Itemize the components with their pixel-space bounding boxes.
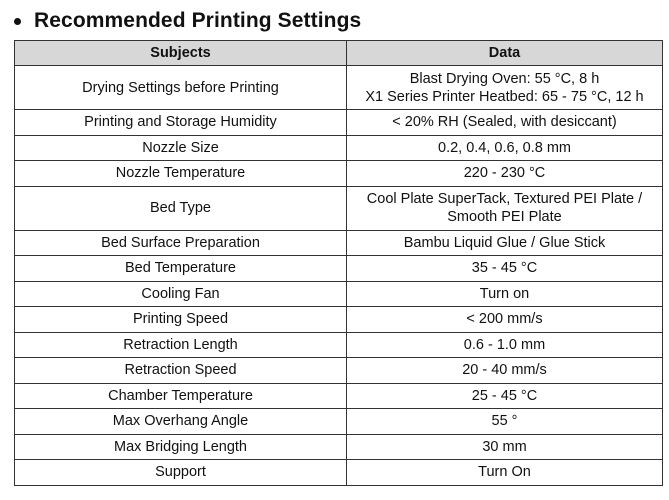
subject-cell: Support (15, 460, 347, 486)
subject-cell: Max Overhang Angle (15, 409, 347, 435)
data-cell: 20 - 40 mm/s (347, 358, 663, 384)
data-cell: 0.6 - 1.0 mm (347, 332, 663, 358)
table-row (15, 110, 663, 136)
data-cell: 55 ° (347, 409, 663, 435)
data-cell: < 20% RH (Sealed, with desiccant) (347, 110, 663, 136)
data-cell: 35 - 45 °C (347, 256, 663, 282)
table-row (15, 230, 663, 256)
data-cell: 25 - 45 °C (347, 383, 663, 409)
subject-cell: Printing Speed (15, 307, 347, 333)
section-heading (14, 6, 361, 36)
section-title: Recommended Printing Settings (34, 9, 362, 32)
table-row (15, 434, 663, 460)
subject-cell: Retraction Length (15, 332, 347, 358)
subject-cell: Drying Settings before Printing (15, 66, 347, 110)
header-data: Data (347, 41, 663, 66)
table-row (15, 66, 663, 110)
data-cell (347, 66, 663, 110)
data-cell: Bambu Liquid Glue / Glue Stick (347, 230, 663, 256)
bullet-icon (14, 18, 21, 25)
data-cell: Turn On (347, 460, 663, 486)
data-line: X1 Series Printer Heatbed: 65 - 75 °C, 12 h (365, 88, 644, 105)
subject-cell: Nozzle Temperature (15, 161, 347, 187)
data-line: Smooth PEI Plate (447, 209, 562, 225)
table-row (15, 256, 663, 282)
table-row (15, 409, 663, 435)
data-cell: 0.2, 0.4, 0.6, 0.8 mm (347, 135, 663, 161)
data-line: Blast Drying Oven: 55 °C, 8 h (409, 70, 600, 87)
table-row (15, 135, 663, 161)
settings-table (14, 40, 663, 486)
table-row (15, 383, 663, 409)
data-cell: 220 - 230 °C (347, 161, 663, 187)
subject-cell: Chamber Temperature (15, 383, 347, 409)
subject-cell: Nozzle Size (15, 135, 347, 161)
subject-cell: Retraction Speed (15, 358, 347, 384)
data-cell: Turn on (347, 281, 663, 307)
table-row (15, 161, 663, 187)
subject-cell: Max Bridging Length (15, 434, 347, 460)
table-row (15, 307, 663, 333)
header-subjects: Subjects (15, 41, 347, 66)
subject-cell: Bed Surface Preparation (15, 230, 347, 256)
table-header-row (15, 41, 663, 66)
subject-cell: Bed Type (15, 186, 347, 230)
data-cell (347, 186, 663, 230)
table-row (15, 281, 663, 307)
subject-cell: Cooling Fan (15, 281, 347, 307)
table-row (15, 358, 663, 384)
subject-cell: Printing and Storage Humidity (15, 110, 347, 136)
subject-cell: Bed Temperature (15, 256, 347, 282)
table-row (15, 332, 663, 358)
data-cell: 30 mm (347, 434, 663, 460)
table-row (15, 460, 663, 486)
data-cell: < 200 mm/s (347, 307, 663, 333)
table-row (15, 186, 663, 230)
data-line: Cool Plate SuperTack, Textured PEI Plate / (366, 191, 643, 207)
